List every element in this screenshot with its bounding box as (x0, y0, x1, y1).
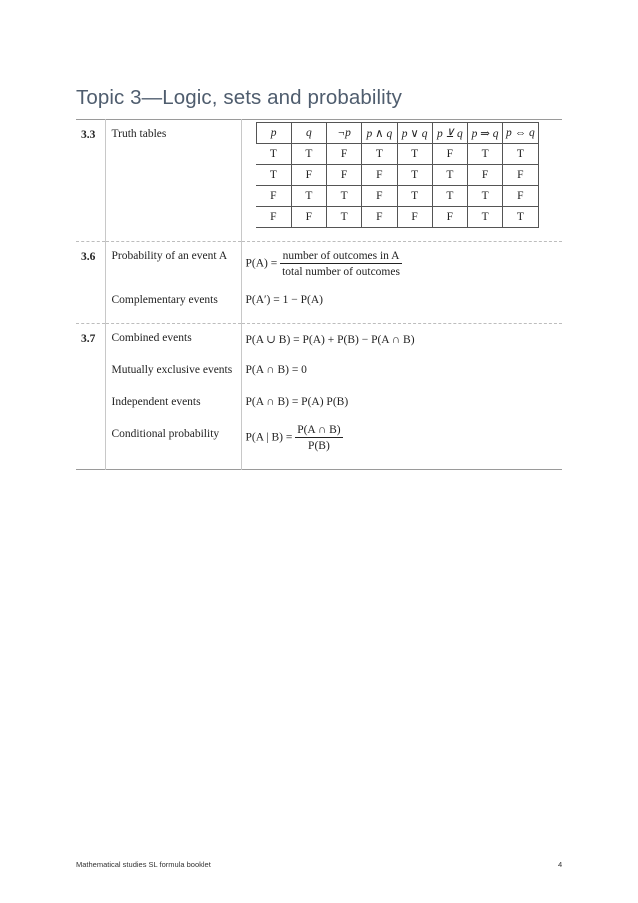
conditional-denominator: P(B) (308, 440, 330, 452)
truth-cell: T (468, 186, 503, 207)
truth-header: q (291, 123, 326, 144)
probability-lhs: P(A) = (245, 257, 278, 270)
combined-label: Combined events (111, 332, 192, 344)
truth-table-row (256, 207, 538, 228)
truth-cell: T (291, 186, 326, 207)
section-row-3-6 (76, 242, 562, 324)
section-topic-cell (105, 242, 241, 324)
truth-header: p ⇔ q (503, 123, 538, 144)
truth-header: p ∧ q (362, 123, 397, 144)
truth-cell: F (397, 207, 432, 228)
truth-cell: T (291, 144, 326, 165)
combined-formula: P(A ∪ B) = P(A) + P(B) − P(A ∩ B) (245, 334, 415, 346)
section-formula-cell (241, 324, 562, 470)
topic-title: Topic 3—Logic, sets and probability (76, 86, 402, 109)
truth-cell: T (397, 186, 432, 207)
section-ref: 3.6 (76, 242, 105, 324)
footer-title: Mathematical studies SL formula booklet (76, 860, 211, 869)
truth-cell: F (503, 186, 538, 207)
mutually-exclusive-formula: P(A ∩ B) = 0 (245, 364, 307, 376)
truth-table-row (256, 144, 538, 165)
section-topic-cell (105, 324, 241, 470)
formula-table (76, 119, 562, 470)
truth-cell: T (256, 144, 291, 165)
truth-cell: F (432, 207, 467, 228)
truth-cell: T (468, 207, 503, 228)
truth-cell: T (503, 207, 538, 228)
truth-table (256, 122, 539, 228)
truth-cell: T (397, 165, 432, 186)
truth-cell: T (256, 165, 291, 186)
section-topic-cell (105, 120, 241, 242)
truth-cell: F (362, 207, 397, 228)
conditional-fraction (295, 424, 342, 452)
truth-table-row (256, 165, 538, 186)
conditional-formula (246, 424, 343, 452)
probability-denominator: total number of outcomes (282, 266, 400, 278)
truth-cell: F (291, 207, 326, 228)
truth-cell: F (432, 144, 467, 165)
truth-cell: F (362, 186, 397, 207)
conditional-lhs: P(A | B) = (245, 431, 293, 444)
complementary-label: Complementary events (111, 294, 218, 306)
truth-cell: F (327, 144, 362, 165)
conditional-numerator: P(A ∩ B) (297, 424, 341, 436)
truth-header: p ⇒ q (468, 123, 503, 144)
section-ref: 3.3 (81, 129, 96, 141)
truth-cell: F (256, 207, 291, 228)
truth-header: ¬p (327, 123, 362, 144)
probability-fraction (280, 250, 402, 278)
probability-formula (246, 250, 402, 278)
section-row-3-3 (76, 120, 562, 242)
mutually-exclusive-label: Mutually exclusive events (111, 364, 233, 376)
truth-cell: T (468, 144, 503, 165)
truth-cell: T (362, 144, 397, 165)
truth-header: p ∨ q (397, 123, 432, 144)
independent-formula: P(A ∩ B) = P(A) P(B) (245, 396, 349, 408)
probability-numerator: number of outcomes in A (280, 250, 402, 264)
footer-page-number: 4 (558, 860, 563, 869)
truth-header: p ⊻ q (432, 123, 467, 144)
truth-cell: F (327, 165, 362, 186)
truth-cell: T (503, 144, 538, 165)
complementary-formula: P(A′) = 1 − P(A) (245, 294, 323, 306)
truth-table-row (256, 186, 538, 207)
truth-cell: F (291, 165, 326, 186)
truth-cell: F (503, 165, 538, 186)
conditional-label: Conditional probability (111, 428, 220, 440)
truth-cell: T (397, 144, 432, 165)
independent-label: Independent events (111, 396, 201, 408)
section-row-3-7 (76, 324, 562, 470)
probability-label: Probability of an event A (111, 250, 228, 262)
truth-cell: T (327, 207, 362, 228)
truth-cell: T (327, 186, 362, 207)
truth-cell: F (468, 165, 503, 186)
truth-table-header-row (256, 123, 538, 144)
section-formula-cell (241, 120, 562, 242)
truth-cell: T (432, 186, 467, 207)
truth-cell: F (362, 165, 397, 186)
section-formula-cell (241, 242, 562, 324)
truth-cell: F (256, 186, 291, 207)
truth-cell: T (432, 165, 467, 186)
section-ref: 3.7 (76, 324, 105, 470)
truth-header: p (256, 123, 291, 144)
truth-tables-label: Truth tables (111, 128, 167, 140)
